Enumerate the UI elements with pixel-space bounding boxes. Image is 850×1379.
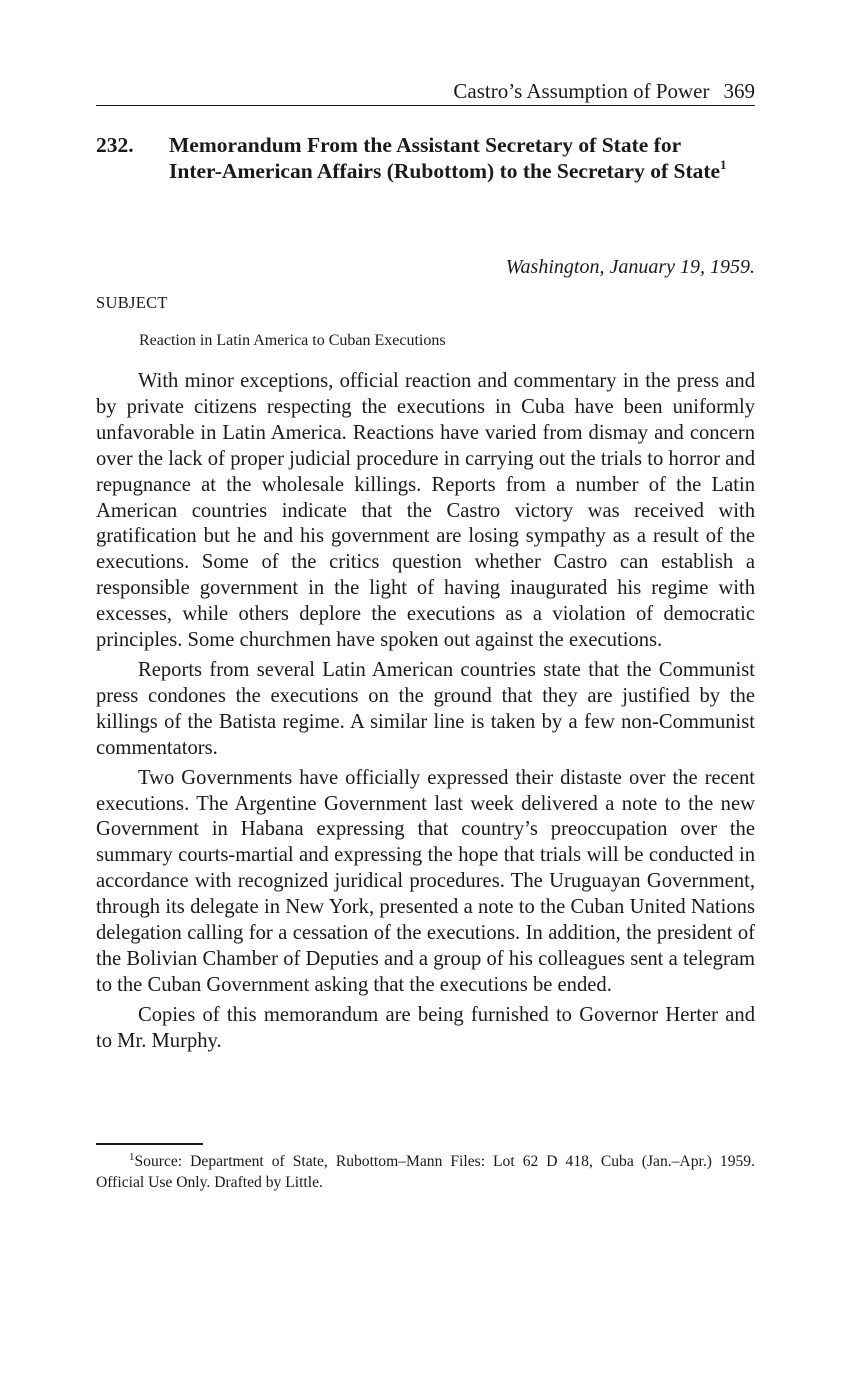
paragraph-4: Copies of this memorandum are being furnished to Governor Herter and to Mr. Murphy. [96, 1003, 755, 1052]
footnote-reference[interactable]: 1 [720, 157, 727, 172]
subject-text: Reaction in Latin America to Cuban Executions [139, 332, 446, 349]
subject-label: SUBJECT [96, 293, 168, 312]
document-title-text: Memorandum From the Assistant Secretary of State for Inter-American Affairs (Rubottom) to the Secretary of State [169, 133, 721, 183]
document-title [169, 133, 729, 184]
page-number: 369 [723, 79, 755, 103]
footnote-text: Source: Department of State, Rubottom–Mann Files: Lot 62 D 418, Cuba (Jan.–Apr.) 1959. Official Use Only. Drafted by Little. [96, 1153, 755, 1191]
footnote-divider [96, 1143, 203, 1145]
paragraph-1: With minor exceptions, official reaction and commentary in the press and by private citizens respecting the executions in Cuba have been uniformly unfavorable in Latin America. Reactions have varied from dismay and concern over the lack of proper judicial procedure in carrying out the trials to horror and repugnance at the wholesale killings. Reports from a number of the Latin American countries indicate that the Castro victory was received with gratification but he and his government are losing sympathy as a result of the executions. Some of the critics question whether Castro can establish a responsible government in the light of having inaugurated his regime with excesses, while others deplore the executions as a violation of democratic principles. Some churchmen have spoken out against the executions. [96, 370, 755, 652]
running-head [96, 78, 755, 106]
paragraph-3: Two Governments have officially expressed their distaste over the recent executions. The Argentine Government last week delivered a note to the new Government in Habana expressing that country’s preoccupation over the summary courts-martial and expressing the hope that trials will be conducted in accordance with recognized juridical procedures. The Uruguayan Government, through its delegate in New York, presented a note to the Cuban United Nations delegation calling for a cessation of the executions. In addition, the president of the Bolivian Chamber of Deputies and a group of his colleagues sent a telegram to the Cuban Government asking that the executions be ended. [96, 766, 755, 996]
footnote [96, 1152, 755, 1193]
memorandum-body [96, 369, 755, 1059]
paragraph-2: Reports from several Latin American countries state that the Communist press condones the executions on the ground that they are justified by the killings of the Batista regime. A similar line is taken by a few non-Communist commentators. [96, 658, 755, 759]
dateline: Washington, January 19, 1959. [505, 256, 755, 278]
document-number: 232. [96, 133, 134, 157]
running-head-title: Castro’s Assumption of Power [453, 79, 710, 103]
footnote-marker: 1 [129, 1151, 135, 1163]
document-heading [96, 133, 755, 184]
